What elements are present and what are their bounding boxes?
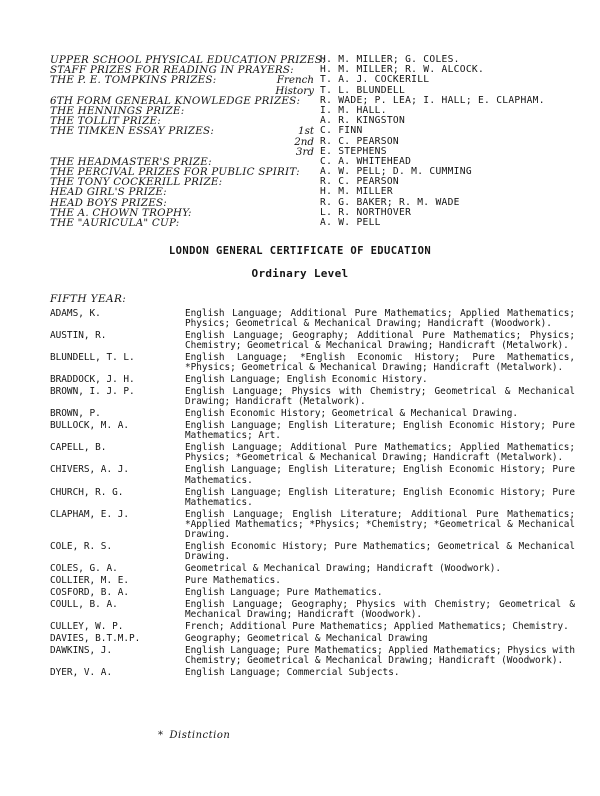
student-subjects: English Language; *English Economic History; Pure Mathematics, *Physics; Geometrical & Mechanical Drawing; Handicraft (Metalwork). [185, 352, 575, 374]
prize-winner: E. STEPHENS [320, 145, 387, 157]
student-name: BROWN, P. [50, 408, 101, 420]
student-name: DAWKINS, J. [50, 644, 113, 656]
result-row [50, 646, 580, 666]
result-row [50, 387, 580, 407]
student-subjects: English Language; Commercial Subjects. [185, 666, 400, 678]
results-list [50, 309, 580, 680]
result-row [50, 668, 580, 678]
student-subjects: Geography; Geometrical & Mechanical Drawing [185, 632, 428, 644]
student-subjects: English Economic History; Geometrical & Mechanical Drawing. [185, 408, 519, 420]
student-name: DAVIES, B.T.M.P. [50, 632, 141, 644]
prize-subcategory [240, 167, 320, 177]
prize-subcategory: 2nd [294, 135, 314, 148]
student-name: AUSTIN, R. [50, 330, 107, 342]
prize-label: THE PERCIVAL PRIZES FOR PUBLIC SPIRIT: [50, 166, 300, 179]
prize-subcategory: History [275, 84, 314, 97]
footnote-text: Distinction [169, 730, 231, 741]
prize-label: THE A. CHOWN TROPHY: [50, 206, 192, 219]
student-name: BULLOCK, M. A. [50, 420, 130, 432]
student-name: ADAMS, K. [50, 308, 101, 319]
result-row [50, 576, 580, 586]
result-row [50, 634, 580, 644]
prize-winner: A. W. PELL [320, 217, 381, 228]
prize-row [50, 218, 580, 228]
prize-winner: C. FINN [320, 125, 363, 137]
student-subjects: English Language; English Literature; English Economic History; Pure Mathematics. [185, 464, 575, 486]
student-name: COULL, B. A. [50, 598, 118, 610]
prize-label: THE TIMKEN ESSAY PRIZES: [50, 125, 215, 138]
prize-winner: L. R. NORTHOVER [320, 206, 412, 218]
prize-winner: A. W. PELL; D. M. CUMMING [320, 166, 472, 178]
prize-subcategory [240, 177, 320, 187]
prize-winner: R. WADE; P. LEA; I. HALL; E. CLAPHAM. [320, 94, 545, 106]
student-name: BRADDOCK, J. H. [50, 374, 135, 386]
result-row [50, 375, 580, 385]
student-subjects: English Language; English Literature; Additional Pure Mathematics; *Applied Mathematics; *Physics; *Chemistry; *Geometrical & Mechanical Drawing. [185, 508, 575, 540]
student-subjects: English Language; Additional Pure Mathematics; Applied Mathematics; Physics; *Geometrical & Mechanical Drawing; Handicraft (Metalwork). [185, 442, 575, 464]
result-row [50, 465, 580, 485]
result-row [50, 622, 580, 632]
result-row [50, 488, 580, 508]
student-name: DYER, V. A. [50, 666, 113, 678]
result-row [50, 331, 580, 351]
prize-list [50, 55, 580, 228]
prize-winner: A. R. KINGSTON [320, 115, 406, 127]
prize-winner: I. M. HALL. [320, 104, 387, 116]
student-subjects: English Economic History; Pure Mathematics; Geometrical & Mechanical Drawing. [185, 540, 575, 562]
prize-subcategory [240, 218, 320, 228]
student-name: CLAPHAM, E. J. [50, 508, 130, 520]
prize-label: THE "AURICULA" CUP: [50, 217, 180, 229]
student-name: BLUNDELL, T. L. [50, 352, 135, 364]
student-name: COSFORD, B. A. [50, 586, 130, 598]
prize-subcategory: 3rd [295, 145, 314, 158]
prize-winner: H. M. MILLER; G. COLES. [320, 54, 460, 65]
prize-label: THE P. E. TOMPKINS PRIZES: [50, 74, 217, 87]
result-row [50, 510, 580, 540]
student-subjects: English Language; English Literature; English Economic History; Pure Mathematics. [185, 486, 575, 508]
student-subjects: Pure Mathematics. [185, 574, 281, 586]
prize-subcategory: French [276, 74, 314, 87]
prize-winner: H. M. MILLER; R. W. ALCOCK. [320, 64, 485, 76]
student-subjects: English Language; English Literature; English Economic History; Pure Mathematics; Art. [185, 420, 575, 442]
result-row [50, 588, 580, 598]
student-subjects: English Language; Pure Mathematics; Applied Mathematics; Physics with Chemistry; Geometrical & Mechanical Drawing; Handicraft (Woodwork). [185, 644, 575, 666]
prize-winner: T. L. BLUNDELL [320, 84, 406, 96]
prize-row [50, 137, 580, 147]
prize-label: THE TOLLIT PRIZE: [50, 115, 161, 128]
result-row [50, 309, 580, 329]
prize-subcategory [240, 198, 320, 208]
prize-label: THE HEADMASTER'S PRIZE: [50, 155, 212, 168]
prize-label [50, 137, 240, 147]
prize-subcategory [240, 106, 320, 116]
footnote-mark: * [158, 730, 164, 741]
prize-row [50, 75, 580, 85]
student-name: COLES, G. A. [50, 562, 118, 574]
prize-label: HEAD BOYS PRIZES: [50, 196, 167, 209]
heading-ordinary-level: Ordinary Level [251, 267, 349, 280]
student-name: CHIVERS, A. J. [50, 464, 130, 476]
student-subjects: English Language; Geography; Physics with Chemistry; Geometrical & Mechanical Drawing; Handicraft (Woodwork). [185, 598, 575, 620]
prize-label: THE HENNINGS PRIZE: [50, 104, 185, 117]
prize-row [50, 126, 580, 136]
student-subjects: English Language; Geography; Additional Pure Mathematics; Physics; Chemistry; Geometrical & Mechanical Drawing; Handicraft (Metalwork). [185, 330, 575, 352]
prize-label: 6TH FORM GENERAL KNOWLEDGE PRIZES: [50, 94, 301, 107]
result-row [50, 542, 580, 562]
heading-gce: LONDON GENERAL CERTIFICATE OF EDUCATION [168, 245, 432, 257]
student-subjects: English Language; Pure Mathematics. [185, 586, 383, 598]
student-subjects: English Language; Physics with Chemistry; Geometrical & Mechanical Drawing; Handicraft (Metalwork). [185, 386, 575, 408]
student-subjects: English Language; English Economic History. [185, 374, 428, 386]
prize-winner: C. A. WHITEHEAD [320, 155, 412, 167]
result-row [50, 421, 580, 441]
prize-winner: H. M. MILLER [320, 186, 393, 198]
prize-label: THE TONY COCKERILL PRIZE: [50, 176, 223, 189]
result-row [50, 443, 580, 463]
result-row [50, 600, 580, 620]
student-name: COLLIER, M. E. [50, 574, 130, 586]
prize-winner: R. G. BAKER; R. M. WADE [320, 196, 460, 208]
result-row [50, 564, 580, 574]
student-name: COLE, R. S. [50, 540, 113, 552]
student-subjects: Geometrical & Mechanical Drawing; Handicraft (Woodwork). [185, 562, 502, 574]
prize-label: STAFF PRIZES FOR READING IN PRAYERS: [50, 64, 294, 77]
prize-subcategory [240, 187, 320, 197]
student-subjects: French; Additional Pure Mathematics; Applied Mathematics; Chemistry. [185, 620, 569, 632]
result-row [50, 353, 580, 373]
student-name: CULLEY, W. P. [50, 620, 124, 632]
prize-label: HEAD GIRL'S PRIZE: [50, 186, 167, 199]
student-subjects: English Language; Additional Pure Mathematics; Applied Mathematics; Physics; Geometrical & Mechanical Drawing; Handicraft (Woodwork). [185, 308, 575, 330]
prize-subcategory [240, 96, 320, 106]
prize-winner: R. C. PEARSON [320, 135, 399, 147]
footnote [158, 730, 230, 741]
prize-label: UPPER SCHOOL PHYSICAL EDUCATION PRIZES: [50, 54, 326, 66]
student-name: CAPELL, B. [50, 442, 107, 454]
prize-winner: T. A. J. COCKERILL [320, 74, 430, 86]
result-row [50, 409, 580, 419]
prize-subcategory [240, 208, 320, 218]
prize-winner: R. C. PEARSON [320, 176, 399, 188]
section-label-fifth-year: FIFTH YEAR: [50, 293, 127, 305]
student-name: BROWN, I. J. P. [50, 386, 135, 398]
student-name: CHURCH, R. G. [50, 486, 124, 498]
prize-subcategory: 1st [298, 125, 314, 138]
